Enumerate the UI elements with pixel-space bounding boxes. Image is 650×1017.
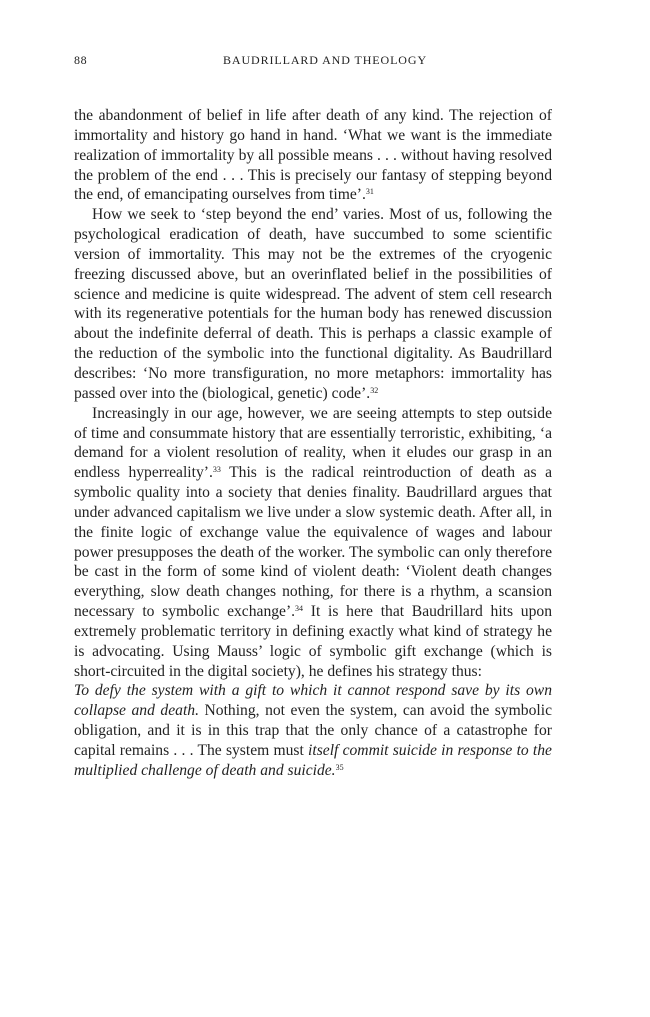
footnote-ref-33: 33 bbox=[212, 465, 221, 475]
paragraph-3-text-c: It is here that Baudrillard hits upon extremely problematic territory in defining exactly what kind of strategy he is advocating. Using Mauss’ logic of symbolic gift exchange (which is short-circuited in the digital society), he defines his strategy thus: bbox=[74, 603, 552, 680]
paragraph-1-text: the abandonment of belief in life after death of any kind. The rejection of immortality and history go hand in hand. ‘What we want is the immediate realization of immortality by all possible means . . . without having resolved the problem of the end . . . This is precisely our fantasy of stepping beyond the end, of emancipating ourselves from time’. bbox=[74, 107, 552, 204]
footnote-ref-32: 32 bbox=[370, 385, 379, 395]
footnote-ref-34: 34 bbox=[295, 604, 304, 614]
footnote-ref-35: 35 bbox=[335, 762, 344, 772]
block-quote bbox=[74, 681, 552, 780]
quote-roman: Nothing, not even the system, can avoid the symbolic obligation, and it is in this trap that the only chance of a catastrophe for capital remains . . . The system must bbox=[74, 702, 552, 759]
running-title: BAUDRILLARD AND THEOLOGY bbox=[222, 53, 428, 67]
paragraph-1 bbox=[74, 106, 552, 205]
running-head bbox=[74, 53, 576, 71]
footnote-ref-31: 31 bbox=[365, 187, 374, 197]
paragraph-2-text: How we seek to ‘step beyond the end’ varies. Most of us, following the psychological eradication of death, have succumbed to some scientific version of immortality. This may not be the extremes of the cryogenic freezing discussed above, but an overinflated belief in the possibilities of science and medicine is quite widespread. The advent of stem cell research with its regenerative potentials for the human body has renewed discussion about the indefinite deferral of death. This is perhaps a classic example of the reduction of the symbolic into the functional digitality. As Baudrillard describes: ‘No more transfiguration, no more metaphors: immortality has passed over into the (biological, genetic) code’. bbox=[74, 206, 552, 402]
body-text bbox=[74, 106, 552, 781]
paragraph-3-text-b: This is the radical reintroduction of death as a symbolic quality into a society that denies finality. Baudrillard argues that under advanced capitalism we live under a slow systemic death. After all, in the finite logic of exchange value the equivalence of wages and labour power presupposes the death of the worker. The symbolic can only therefore be cast in the form of some kind of violent death: ‘Violent death changes everything, slow death changes nothing, for there is a rhythm, a scansion necessary to symbolic exchange’. bbox=[74, 464, 553, 621]
paragraph-2 bbox=[74, 205, 552, 403]
quote-italic-2: itself commit suicide in response to the multiplied challenge of death and suicide. bbox=[74, 742, 552, 779]
page-number: 88 bbox=[74, 53, 88, 67]
paragraph-3-text-a: Increasingly in our age, however, we are seeing attempts to step outside of time and consummate history that are essentially terroristic, exhibiting, ‘a demand for a violent resolution of reality, when it eludes our grasp in an endless hyperreality’. bbox=[74, 404, 552, 482]
paragraph-3 bbox=[74, 404, 552, 682]
quote-italic-1: To defy the system with a gift to which it cannot respond save by its own collapse and death. bbox=[74, 682, 552, 720]
